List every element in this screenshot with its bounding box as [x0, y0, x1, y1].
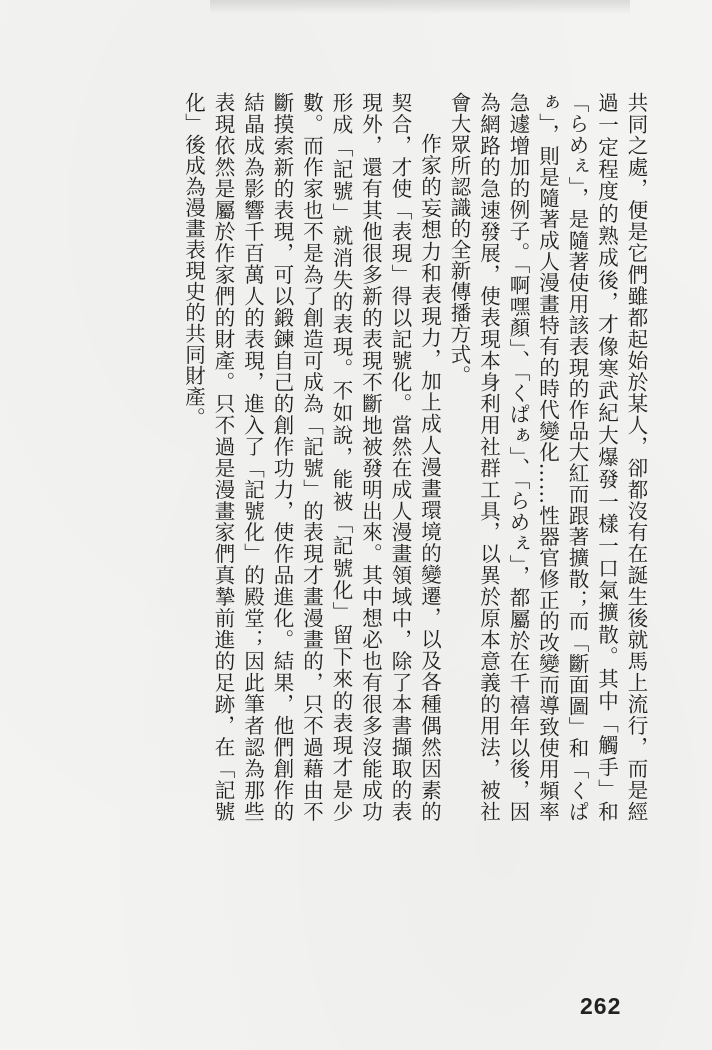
top-edge-bleed: [210, 0, 630, 14]
paragraph-1: 共同之處，便是它們雖都起始於某人，卻都沒有在誕生後就馬上流行，而是經過一定程度的熟成後，才像寒武紀大爆發一樣一口氣擴散。其中「觸手」和「らめぇ」，是隨著使用該表現的作品大紅而跟著擴散；而「斷面圖」和「くぱぁ」，則是隨著成人漫畫特有的時代變化……性器官修正的改變而導致使用頻率急遽增加的例子。「啊嘿顏」、「くぱぁ」、「らめぇ」，都屬於在千禧年以後，因為網路的急速發展，使表現本身利用社群工具，以異於原本意義的用法，被社會大眾所認識的全新傳播方式。: [447, 92, 648, 822]
page-number: 262: [580, 993, 622, 1019]
paragraph-2: 作家的妄想力和表現力，加上成人漫畫環境的變遷，以及各種偶然因素的契合，才使「表現」得以記號化。當然在成人漫畫領域中，除了本書擷取的表現外，還有其他很多新的表現不斷地被發明出來。其中想必也有很多沒能成功形成「記號」就消失的表現。不如說，能被「記號化」留下來的表現才是少數。而作家也不是為了創造可成為「記號」的表現才畫漫畫的，只不過藉由不斷摸索新的表現，可以鍛鍊自己的創作功力，使作品進化。結果，他們創作的結晶成為影響千百萬人的表現，進入了「記號化」的殿堂；因此筆者認為那些表現依然是屬於作家們的財產。只不過是漫畫家們真摯前進的足跡，在「記號化」後成為漫畫表現史的共同財產。: [181, 92, 442, 822]
vertical-text-block: [181, 92, 650, 822]
